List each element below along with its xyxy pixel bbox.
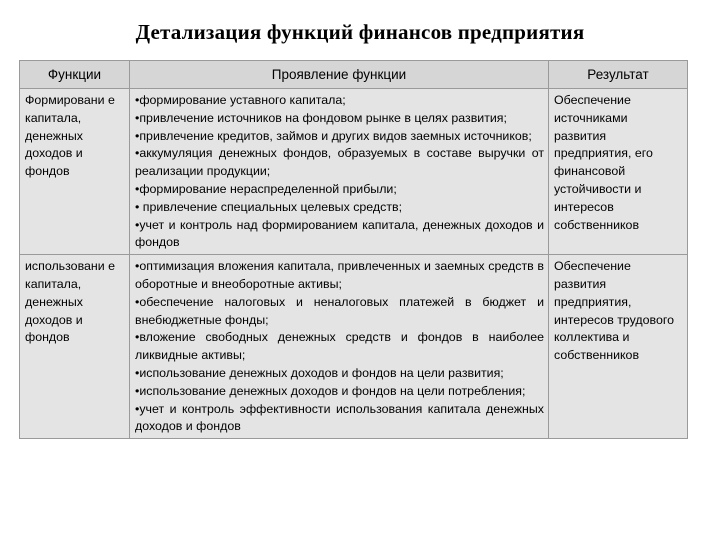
- table-row: [20, 255, 688, 439]
- page-title: Детализация функций финансов предприятия: [135, 20, 585, 44]
- result-cell: Обеспечение развития предприятия, интересов трудового коллектива и собственников: [549, 255, 688, 439]
- manifestation-cell: [130, 255, 549, 439]
- manifestation-item: •оптимизация вложения капитала, привлеченных и заемных средств в оборотные и внеоборотные активы;: [135, 259, 544, 291]
- table-header-row: [20, 61, 688, 89]
- manifestation-item: •вложение свободных денежных средств и фондов в наиболее ликвидные активы;: [135, 330, 544, 363]
- manifestation-cell: [130, 89, 549, 255]
- manifestation-item: •привлечение источников на фондовом рынке в целях развития;: [135, 110, 507, 125]
- manifestation-item: •учет и контроль над формированием капитала, денежных доходов и фондов: [135, 217, 544, 250]
- header-functions: Функции: [20, 61, 130, 89]
- functions-table: [19, 60, 688, 439]
- manifestation-item: •учет и контроль эффективности использования капитала денежных доходов и фондов: [135, 401, 544, 434]
- header-manifestation: Проявление функции: [130, 61, 549, 89]
- manifestation-item: •обеспечение налоговых и неналоговых платежей в бюджет и внебюджетные фонды;: [135, 294, 544, 327]
- header-result: Результат: [549, 61, 688, 89]
- manifestation-item: •привлечение кредитов, займов и других видов заемных источников;: [135, 128, 532, 143]
- result-cell: Обеспечение источниками развития предприятия, его финансовой устойчивости и интересов собственников: [549, 89, 688, 255]
- manifestation-item: • привлечение специальных целевых средств;: [135, 199, 403, 214]
- table-row: [20, 89, 688, 255]
- manifestation-item: •аккумуляция денежных фондов, образуемых в составе выручки от реализации продукции;: [135, 146, 544, 179]
- function-cell: Формировани е капитала, денежных доходов и фондов: [20, 89, 130, 255]
- function-cell: использовани е капитала, денежных доходов и фондов: [20, 255, 130, 439]
- manifestation-item: •использование денежных доходов и фондов на цели развития;: [135, 365, 504, 380]
- manifestation-item: •использование денежных доходов и фондов на цели потребления;: [135, 383, 526, 398]
- manifestation-item: •формирование нераспределенной прибыли;: [135, 181, 397, 196]
- manifestation-item: •формирование уставного капитала;: [135, 93, 346, 107]
